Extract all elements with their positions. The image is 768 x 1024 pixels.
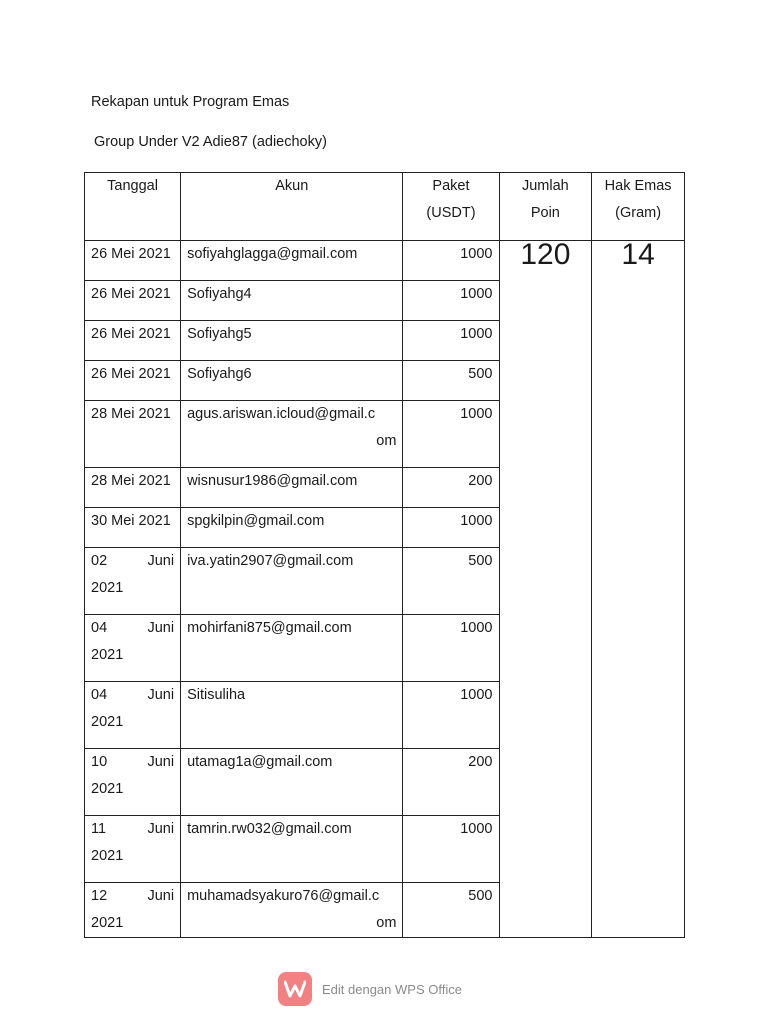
- cell-tanggal: 26 Mei 2021: [85, 281, 181, 321]
- cell-tanggal: 26 Mei 2021: [85, 361, 181, 401]
- cell-tanggal: 30 Mei 2021: [85, 508, 181, 548]
- cell-paket: 200: [403, 468, 499, 508]
- cell-akun: tamrin.rw032@gmail.com: [181, 816, 403, 883]
- cell-paket: 1000: [403, 508, 499, 548]
- cell-paket: 1000: [403, 615, 499, 682]
- cell-tanggal: 02 Juni 2021: [85, 548, 181, 615]
- document-title: Rekapan untuk Program Emas: [91, 94, 290, 110]
- cell-tanggal: 28 Mei 2021: [85, 468, 181, 508]
- header-hak-emas: Hak Emas (Gram): [592, 173, 685, 241]
- cell-tanggal: 04 Juni 2021: [85, 615, 181, 682]
- cell-tanggal: 04 Juni 2021: [85, 682, 181, 749]
- header-jumlah-poin: Jumlah Poin: [499, 173, 592, 241]
- cell-paket: 1000: [403, 816, 499, 883]
- cell-tanggal: 26 Mei 2021: [85, 321, 181, 361]
- cell-akun: agus.ariswan.icloud@gmail.c om: [181, 401, 403, 468]
- cell-akun: spgkilpin@gmail.com: [181, 508, 403, 548]
- cell-akun: iva.yatin2907@gmail.com: [181, 548, 403, 615]
- wps-office-logo-icon: [278, 972, 312, 1006]
- recap-table: [84, 172, 685, 938]
- cell-tanggal: 28 Mei 2021: [85, 401, 181, 468]
- cell-akun: Sofiyahg5: [181, 321, 403, 361]
- document-subtitle: Group Under V2 Adie87 (adiechoky): [94, 134, 327, 150]
- table-header-row: [85, 173, 685, 241]
- cell-tanggal: 10 Juni 2021: [85, 749, 181, 816]
- cell-paket: 500: [403, 361, 499, 401]
- cell-tanggal: 12 Juni 2021: [85, 883, 181, 938]
- header-akun: Akun: [181, 173, 403, 241]
- cell-jumlah-poin: 120: [499, 241, 592, 938]
- cell-akun: Sofiyahg6: [181, 361, 403, 401]
- cell-akun: Sofiyahg4: [181, 281, 403, 321]
- header-paket: Paket (USDT): [403, 173, 499, 241]
- cell-paket: 500: [403, 883, 499, 938]
- cell-akun: sofiyahglagga@gmail.com: [181, 241, 403, 281]
- cell-paket: 1000: [403, 321, 499, 361]
- cell-tanggal: 26 Mei 2021: [85, 241, 181, 281]
- cell-akun: utamag1a@gmail.com: [181, 749, 403, 816]
- wps-watermark[interactable]: [278, 972, 462, 1006]
- cell-paket: 200: [403, 749, 499, 816]
- cell-hak-emas: 14: [592, 241, 685, 938]
- cell-paket: 500: [403, 548, 499, 615]
- header-tanggal: Tanggal: [85, 173, 181, 241]
- cell-tanggal: 11 Juni 2021: [85, 816, 181, 883]
- watermark-text: Edit dengan WPS Office: [322, 981, 462, 997]
- cell-paket: 1000: [403, 682, 499, 749]
- cell-akun: muhamadsyakuro76@gmail.c om: [181, 883, 403, 938]
- cell-akun: Sitisuliha: [181, 682, 403, 749]
- cell-akun: mohirfani875@gmail.com: [181, 615, 403, 682]
- table-row: [85, 241, 685, 281]
- cell-paket: 1000: [403, 241, 499, 281]
- cell-paket: 1000: [403, 281, 499, 321]
- cell-paket: 1000: [403, 401, 499, 468]
- cell-akun: wisnusur1986@gmail.com: [181, 468, 403, 508]
